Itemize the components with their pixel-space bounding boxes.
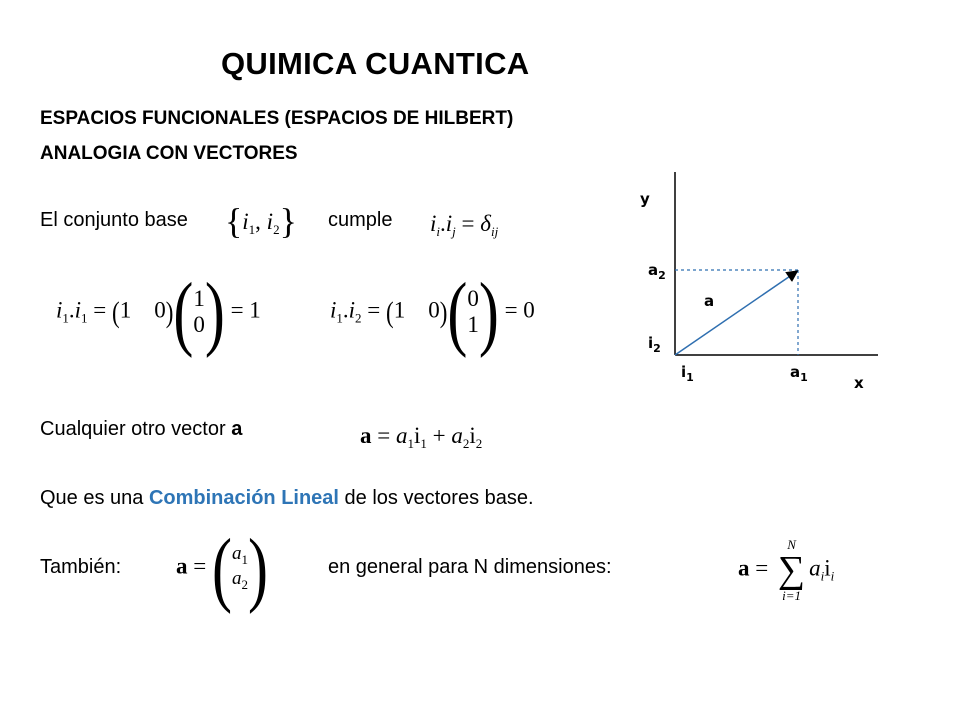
subtitle-vectores: ANALOGIA CON VECTORES <box>40 143 298 164</box>
dot-product-i1-i2: $i_1.i_2 = (1$ 0)( 0 1 ) = 0 <box>330 265 535 359</box>
otro-vector-label <box>40 418 242 441</box>
column-vector-formula: a = ( $a_1$ $a_2$ ) <box>176 521 268 615</box>
general-n-dimensions-label: en general para N dimensiones: <box>328 556 612 578</box>
a2-label: $a_2$ <box>648 261 666 282</box>
basis-set-label: El conjunto base <box>40 209 188 231</box>
vector-diagram <box>600 160 900 410</box>
otro-vector-text: Cualquier otro vector <box>40 418 232 440</box>
cumple-label: cumple <box>328 209 393 231</box>
i1-label: $i_1$ <box>681 363 694 384</box>
combinacion-lineal-sentence <box>40 487 534 510</box>
subtitle-hilbert: ESPACIOS FUNCIONALES (ESPACIOS DE HILBERT) <box>40 108 514 129</box>
basis-set-formula: {$i_1$, $i_2$} <box>225 201 297 241</box>
linear-combination-formula: $a = a_1i_1 + a_2i_2$ <box>360 423 483 451</box>
a1-label: $a_1$ <box>790 363 808 384</box>
page-title: QUIMICA CUANTICA <box>221 46 530 81</box>
vector-a-bold: a <box>231 418 243 440</box>
summation-formula: a = N ∑ i=1 $a_ii_i$ <box>738 537 835 603</box>
a-vector-label: a <box>704 292 715 310</box>
dot-product-i1-i1: $i_1.i_1 = (1$ 0)( 1 0 ) = 1 <box>56 265 261 359</box>
orthonormal-formula: $i_i.i_j = \delta_{ij}$ <box>430 211 499 239</box>
x-axis-label: x <box>854 374 864 392</box>
sentence-end: de los vectores base. <box>339 487 534 509</box>
sum-lower-limit: i=1 <box>782 588 801 603</box>
y-axis-label: y <box>640 190 650 208</box>
tambien-label: También: <box>40 556 122 578</box>
vector-a-arrow <box>675 272 796 355</box>
sentence-start: Que es una <box>40 487 149 509</box>
i2-label: $i_2$ <box>648 334 661 355</box>
combinacion-lineal-highlight: Combinación Lineal <box>148 487 339 509</box>
sum-upper-limit: N <box>787 537 796 552</box>
